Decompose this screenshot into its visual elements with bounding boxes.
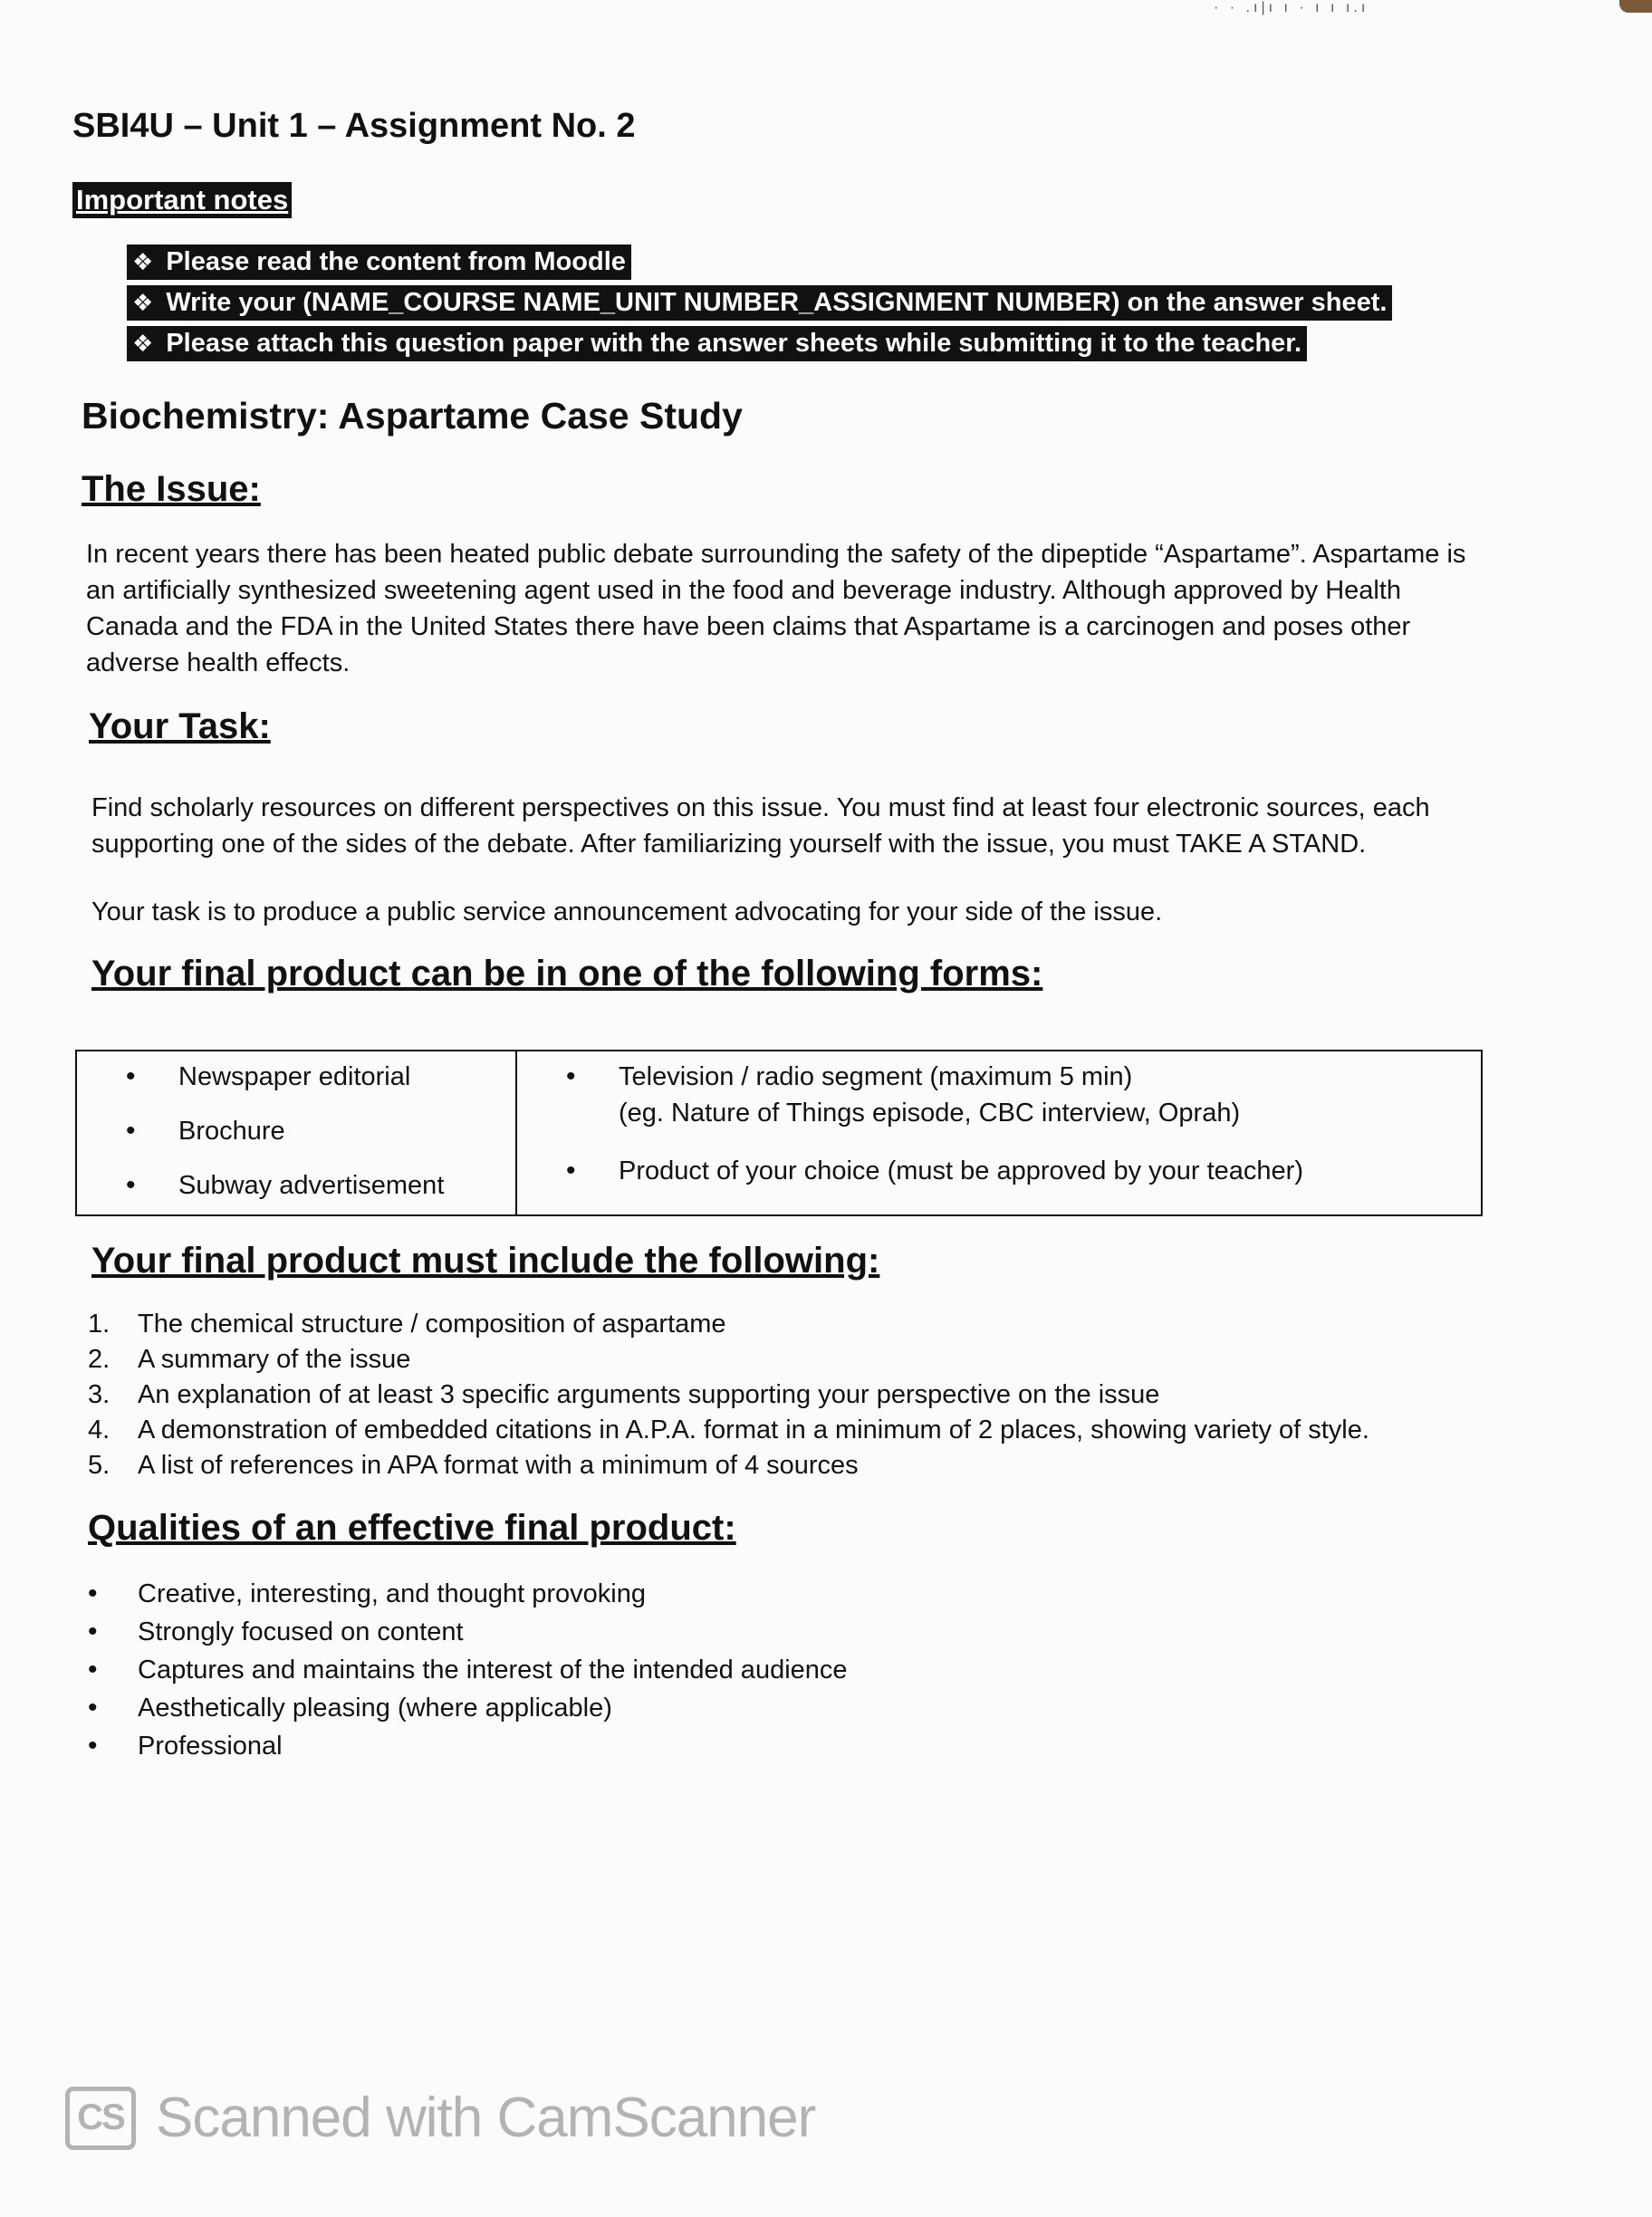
list-item: 5. A list of references in APA format with a minimum of 4 sources: [88, 1451, 859, 1480]
form-option: • Product of your choice (must be approved by your teacher): [517, 1153, 1481, 1189]
issue-paragraph: In recent years there has been heated public debate surrounding the safety of the dipeptide “Aspartame”. Aspartame is an artificially synthesized sweetening agent used in the food and beverage industry. Although approved by Health Canada and the FDA in the United States there have been claims that Aspartame is a carcinogen and poses other adverse health effects.: [86, 540, 1466, 677]
list-item: 3. An explanation of at least 3 specific arguments supporting your perspective on the issue: [88, 1380, 1160, 1409]
list-item: • Captures and maintains the interest of the intended audience: [88, 1651, 848, 1689]
important-notes-list: [127, 245, 1392, 367]
note-item: ❖ Please read the content from Moodle: [127, 245, 631, 280]
forms-table: [75, 1050, 1483, 1216]
qualities-heading: Qualities of an effective final product:: [88, 1508, 736, 1548]
scan-edge-blot: [1619, 0, 1652, 13]
watermark-text: Scanned with CamScanner: [156, 2087, 816, 2149]
requirements-heading: Your final product must include the following:: [91, 1241, 880, 1281]
list-item: 1. The chemical structure / composition of aspartame: [88, 1310, 726, 1339]
list-item: • Creative, interesting, and thought provoking: [88, 1575, 848, 1613]
issue-heading: The Issue:: [82, 469, 261, 509]
diamond-bullet-icon: ❖: [132, 289, 154, 316]
camscanner-logo-icon: CS: [65, 2087, 136, 2150]
forms-column-right: [517, 1051, 1481, 1214]
form-option: • Newspaper editorial: [77, 1059, 515, 1113]
list-item: • Strongly focused on content: [88, 1613, 848, 1651]
form-option: • Brochure: [77, 1113, 515, 1167]
forms-heading: Your final product can be in one of the following forms:: [91, 954, 1043, 993]
list-item: • Professional: [88, 1727, 848, 1765]
list-item: • Aesthetically pleasing (where applicable): [88, 1689, 848, 1727]
list-item: 2. A summary of the issue: [88, 1345, 411, 1374]
list-item: 4. A demonstration of embedded citations in A.P.A. format in a minimum of 2 places, showing variety of style.: [88, 1416, 1369, 1444]
scan-edge-marks: · · .ı|ı ı · ı ı ı.ı: [1214, 0, 1369, 15]
task-paragraph: Find scholarly resources on different perspectives on this issue. You must find at least four electronic sources, each supporting one of the sides of the debate. After familiarizing yourself with the issue, you must TAKE A STAND.: [91, 793, 1430, 859]
task-heading: Your Task:: [89, 706, 271, 746]
diamond-bullet-icon: ❖: [132, 248, 154, 275]
course-title: SBI4U – Unit 1 – Assignment No. 2: [72, 107, 636, 145]
diamond-bullet-icon: ❖: [132, 330, 154, 357]
form-option: • Subway advertisement: [77, 1167, 515, 1222]
camscanner-watermark: [65, 2086, 815, 2150]
form-option: • Television / radio segment (maximum 5 min) (eg. Nature of Things episode, CBC interview, Oprah): [517, 1059, 1481, 1153]
requirements-list: [88, 1307, 1369, 1483]
qualities-list: [88, 1575, 848, 1765]
note-item: ❖ Please attach this question paper with the answer sheets while submitting it to the teacher.: [127, 326, 1307, 361]
page-title: Biochemistry: Aspartame Case Study: [82, 395, 743, 437]
important-notes-label: Important notes: [72, 182, 292, 218]
psa-paragraph: Your task is to produce a public service announcement advocating for your side of the issue.: [91, 897, 1163, 926]
note-item: ❖ Write your (NAME_COURSE NAME_UNIT NUMBER_ASSIGNMENT NUMBER) on the answer sheet.: [127, 285, 1392, 321]
forms-column-left: [77, 1051, 517, 1214]
